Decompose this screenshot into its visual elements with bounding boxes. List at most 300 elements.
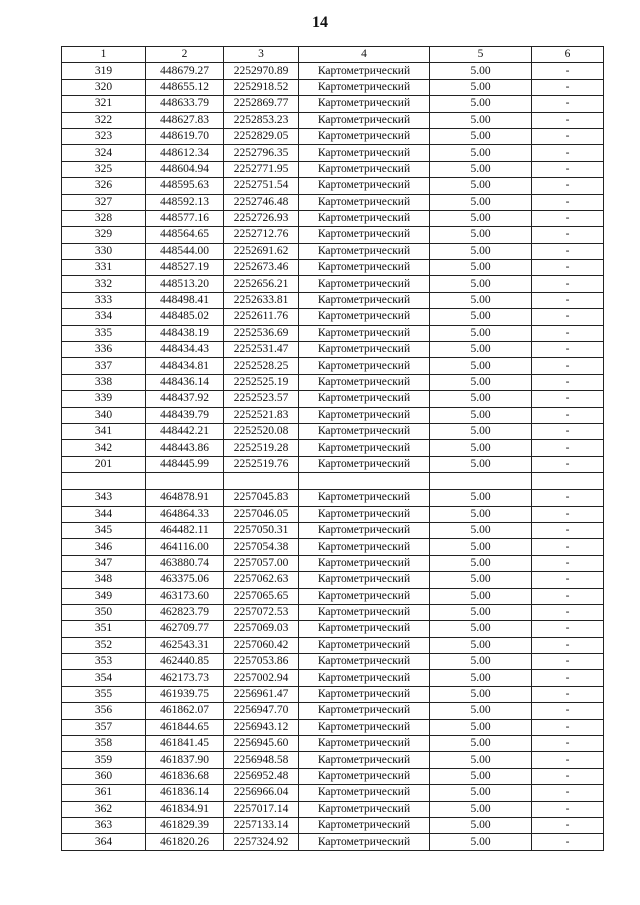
y-coordinate-cell: 2252918.52 — [224, 79, 299, 95]
point-number-cell: 354 — [62, 670, 146, 686]
table-row — [62, 96, 604, 112]
note-cell: - — [532, 227, 604, 243]
column-header: 6 — [532, 47, 604, 63]
accuracy-cell: 5.00 — [430, 588, 532, 604]
y-coordinate-cell: 2252528.25 — [224, 358, 299, 374]
accuracy-cell: 5.00 — [430, 161, 532, 177]
note-cell: - — [532, 834, 604, 850]
y-coordinate-cell: 2252970.89 — [224, 63, 299, 79]
x-coordinate-cell: 461837.90 — [146, 752, 224, 768]
x-coordinate-cell: 448442.21 — [146, 423, 224, 439]
table-row — [62, 588, 604, 604]
accuracy-cell: 5.00 — [430, 309, 532, 325]
x-coordinate-cell: 448655.12 — [146, 79, 224, 95]
note-cell: - — [532, 292, 604, 308]
note-cell: - — [532, 555, 604, 571]
note-cell: - — [532, 243, 604, 259]
y-coordinate-cell: 2252853.23 — [224, 112, 299, 128]
point-number-cell: 337 — [62, 358, 146, 374]
x-coordinate-cell: 463375.06 — [146, 572, 224, 588]
point-number-cell: 359 — [62, 752, 146, 768]
note-cell: - — [532, 752, 604, 768]
accuracy-cell: 5.00 — [430, 260, 532, 276]
method-cell: Картометрический — [299, 801, 430, 817]
column-header: 2 — [146, 47, 224, 63]
x-coordinate-cell: 461820.26 — [146, 834, 224, 850]
note-cell: - — [532, 145, 604, 161]
y-coordinate-cell: 2252633.81 — [224, 292, 299, 308]
x-coordinate-cell: 448577.16 — [146, 210, 224, 226]
table-row — [62, 736, 604, 752]
x-coordinate-cell: 462543.31 — [146, 637, 224, 653]
x-coordinate-cell: 448498.41 — [146, 292, 224, 308]
accuracy-cell: 5.00 — [430, 178, 532, 194]
table-row — [62, 522, 604, 538]
note-cell: - — [532, 588, 604, 604]
note-cell: - — [532, 719, 604, 735]
accuracy-cell: 5.00 — [430, 423, 532, 439]
accuracy-cell: 5.00 — [430, 719, 532, 735]
table-row — [62, 276, 604, 292]
point-number-cell: 350 — [62, 604, 146, 620]
note-cell: - — [532, 128, 604, 144]
accuracy-cell: 5.00 — [430, 522, 532, 538]
header-row — [62, 47, 604, 63]
method-cell: Картометрический — [299, 210, 430, 226]
table-row — [62, 703, 604, 719]
y-coordinate-cell: 2256943.12 — [224, 719, 299, 735]
method-cell: Картометрический — [299, 407, 430, 423]
y-coordinate-cell: 2252673.46 — [224, 260, 299, 276]
x-coordinate-cell: 461834.91 — [146, 801, 224, 817]
note-cell: - — [532, 178, 604, 194]
point-number-cell: 344 — [62, 506, 146, 522]
table-row — [62, 817, 604, 833]
method-cell: Картометрический — [299, 178, 430, 194]
y-coordinate-cell: 2256947.70 — [224, 703, 299, 719]
note-cell: - — [532, 342, 604, 358]
x-coordinate-cell: 448438.19 — [146, 325, 224, 341]
point-number-cell: 329 — [62, 227, 146, 243]
x-coordinate-cell: 448436.14 — [146, 374, 224, 390]
x-coordinate-cell: 448434.43 — [146, 342, 224, 358]
method-cell: Картометрический — [299, 637, 430, 653]
accuracy-cell: 5.00 — [430, 407, 532, 423]
note-cell: - — [532, 522, 604, 538]
note-cell: - — [532, 785, 604, 801]
note-cell: - — [532, 801, 604, 817]
point-number-cell: 324 — [62, 145, 146, 161]
method-cell: Картометрический — [299, 96, 430, 112]
y-coordinate-cell: 2252536.69 — [224, 325, 299, 341]
y-coordinate-cell: 2252829.05 — [224, 128, 299, 144]
table-row — [62, 342, 604, 358]
note-cell: - — [532, 63, 604, 79]
x-coordinate-cell: 448604.94 — [146, 161, 224, 177]
point-number-cell: 364 — [62, 834, 146, 850]
table-row — [62, 309, 604, 325]
note-cell: - — [532, 325, 604, 341]
point-number-cell — [62, 473, 146, 490]
method-cell: Картометрический — [299, 719, 430, 735]
x-coordinate-cell: 461939.75 — [146, 686, 224, 702]
y-coordinate-cell: 2257069.03 — [224, 621, 299, 637]
table-row — [62, 539, 604, 555]
note-cell: - — [532, 817, 604, 833]
note-cell: - — [532, 276, 604, 292]
table-row — [62, 752, 604, 768]
point-number-cell: 201 — [62, 456, 146, 472]
x-coordinate-cell: 448485.02 — [146, 309, 224, 325]
accuracy-cell: 5.00 — [430, 768, 532, 784]
note-cell: - — [532, 539, 604, 555]
accuracy-cell: 5.00 — [430, 342, 532, 358]
y-coordinate-cell: 2252611.76 — [224, 309, 299, 325]
y-coordinate-cell: 2252691.62 — [224, 243, 299, 259]
x-coordinate-cell: 448619.70 — [146, 128, 224, 144]
y-coordinate-cell: 2256961.47 — [224, 686, 299, 702]
table-row — [62, 112, 604, 128]
method-cell: Картометрический — [299, 161, 430, 177]
x-coordinate-cell: 464482.11 — [146, 522, 224, 538]
note-cell: - — [532, 456, 604, 472]
table-row — [62, 63, 604, 79]
point-number-cell: 331 — [62, 260, 146, 276]
separator-row — [62, 473, 604, 490]
table-row — [62, 161, 604, 177]
table-row — [62, 227, 604, 243]
y-coordinate-cell: 2252746.48 — [224, 194, 299, 210]
note-cell: - — [532, 358, 604, 374]
point-number-cell: 353 — [62, 654, 146, 670]
accuracy-cell: 5.00 — [430, 654, 532, 670]
point-number-cell: 355 — [62, 686, 146, 702]
x-coordinate-cell: 448437.92 — [146, 391, 224, 407]
point-number-cell: 345 — [62, 522, 146, 538]
method-cell — [299, 473, 430, 490]
accuracy-cell: 5.00 — [430, 604, 532, 620]
note-cell: - — [532, 79, 604, 95]
y-coordinate-cell: 2257072.53 — [224, 604, 299, 620]
point-number-cell: 343 — [62, 490, 146, 506]
accuracy-cell: 5.00 — [430, 490, 532, 506]
point-number-cell: 334 — [62, 309, 146, 325]
x-coordinate-cell: 462173.73 — [146, 670, 224, 686]
table-row — [62, 654, 604, 670]
x-coordinate-cell: 448564.65 — [146, 227, 224, 243]
accuracy-cell: 5.00 — [430, 801, 532, 817]
method-cell: Картометрический — [299, 506, 430, 522]
y-coordinate-cell: 2252519.28 — [224, 440, 299, 456]
accuracy-cell: 5.00 — [430, 276, 532, 292]
point-number-cell: 347 — [62, 555, 146, 571]
note-cell: - — [532, 703, 604, 719]
method-cell: Картометрический — [299, 555, 430, 571]
point-number-cell: 357 — [62, 719, 146, 735]
method-cell: Картометрический — [299, 604, 430, 620]
accuracy-cell: 5.00 — [430, 539, 532, 555]
note-cell — [532, 473, 604, 490]
method-cell: Картометрический — [299, 128, 430, 144]
point-number-cell: 319 — [62, 63, 146, 79]
note-cell: - — [532, 686, 604, 702]
y-coordinate-cell: 2257050.31 — [224, 522, 299, 538]
x-coordinate-cell: 448439.79 — [146, 407, 224, 423]
method-cell: Картометрический — [299, 292, 430, 308]
y-coordinate-cell: 2256948.58 — [224, 752, 299, 768]
note-cell: - — [532, 506, 604, 522]
y-coordinate-cell: 2252531.47 — [224, 342, 299, 358]
accuracy-cell: 5.00 — [430, 506, 532, 522]
accuracy-cell: 5.00 — [430, 112, 532, 128]
accuracy-cell — [430, 473, 532, 490]
x-coordinate-cell: 448513.20 — [146, 276, 224, 292]
x-coordinate-cell: 448627.83 — [146, 112, 224, 128]
x-coordinate-cell: 463880.74 — [146, 555, 224, 571]
accuracy-cell: 5.00 — [430, 637, 532, 653]
table-row — [62, 686, 604, 702]
column-header: 5 — [430, 47, 532, 63]
y-coordinate-cell: 2252656.21 — [224, 276, 299, 292]
method-cell: Картометрический — [299, 785, 430, 801]
table-row — [62, 145, 604, 161]
x-coordinate-cell: 448544.00 — [146, 243, 224, 259]
x-coordinate-cell: 448595.63 — [146, 178, 224, 194]
column-header: 1 — [62, 47, 146, 63]
y-coordinate-cell: 2257324.92 — [224, 834, 299, 850]
method-cell: Картометрический — [299, 243, 430, 259]
method-cell: Картометрический — [299, 227, 430, 243]
method-cell: Картометрический — [299, 686, 430, 702]
method-cell: Картометрический — [299, 588, 430, 604]
y-coordinate-cell: 2252712.76 — [224, 227, 299, 243]
point-number-cell: 360 — [62, 768, 146, 784]
method-cell: Картометрический — [299, 703, 430, 719]
x-coordinate-cell: 461844.65 — [146, 719, 224, 735]
method-cell: Картометрический — [299, 342, 430, 358]
note-cell: - — [532, 210, 604, 226]
table-row — [62, 670, 604, 686]
table-row — [62, 374, 604, 390]
method-cell: Картометрический — [299, 145, 430, 161]
note-cell: - — [532, 309, 604, 325]
point-number-cell: 351 — [62, 621, 146, 637]
accuracy-cell: 5.00 — [430, 572, 532, 588]
y-coordinate-cell: 2256945.60 — [224, 736, 299, 752]
y-coordinate-cell: 2257057.00 — [224, 555, 299, 571]
accuracy-cell: 5.00 — [430, 752, 532, 768]
x-coordinate-cell: 462823.79 — [146, 604, 224, 620]
table-row — [62, 243, 604, 259]
method-cell: Картометрический — [299, 736, 430, 752]
accuracy-cell: 5.00 — [430, 703, 532, 719]
accuracy-cell: 5.00 — [430, 555, 532, 571]
table-row — [62, 407, 604, 423]
point-number-cell: 336 — [62, 342, 146, 358]
point-number-cell: 333 — [62, 292, 146, 308]
y-coordinate-cell: 2257002.94 — [224, 670, 299, 686]
y-coordinate-cell: 2257045.83 — [224, 490, 299, 506]
table-row — [62, 604, 604, 620]
method-cell: Картометрический — [299, 440, 430, 456]
table-row — [62, 785, 604, 801]
y-coordinate-cell: 2252796.35 — [224, 145, 299, 161]
x-coordinate-cell: 462709.77 — [146, 621, 224, 637]
y-coordinate-cell: 2257065.65 — [224, 588, 299, 604]
point-number-cell: 352 — [62, 637, 146, 653]
point-number-cell: 356 — [62, 703, 146, 719]
table-row — [62, 79, 604, 95]
method-cell: Картометрический — [299, 112, 430, 128]
point-number-cell: 342 — [62, 440, 146, 456]
method-cell: Картометрический — [299, 572, 430, 588]
y-coordinate-cell: 2252523.57 — [224, 391, 299, 407]
note-cell: - — [532, 194, 604, 210]
y-coordinate-cell: 2252519.76 — [224, 456, 299, 472]
point-number-cell: 340 — [62, 407, 146, 423]
point-number-cell: 320 — [62, 79, 146, 95]
y-coordinate-cell: 2256952.48 — [224, 768, 299, 784]
note-cell: - — [532, 440, 604, 456]
point-number-cell: 358 — [62, 736, 146, 752]
table-row — [62, 834, 604, 850]
table-row — [62, 260, 604, 276]
point-number-cell: 328 — [62, 210, 146, 226]
method-cell: Картометрический — [299, 374, 430, 390]
coordinates-table-body — [62, 47, 604, 851]
x-coordinate-cell: 463173.60 — [146, 588, 224, 604]
note-cell: - — [532, 96, 604, 112]
x-coordinate-cell: 464878.91 — [146, 490, 224, 506]
table-row — [62, 292, 604, 308]
table-row — [62, 572, 604, 588]
method-cell: Картометрический — [299, 768, 430, 784]
accuracy-cell: 5.00 — [430, 736, 532, 752]
accuracy-cell: 5.00 — [430, 227, 532, 243]
y-coordinate-cell: 2252520.08 — [224, 423, 299, 439]
table-row — [62, 178, 604, 194]
method-cell: Картометрический — [299, 358, 430, 374]
column-header: 4 — [299, 47, 430, 63]
point-number-cell: 346 — [62, 539, 146, 555]
method-cell: Картометрический — [299, 456, 430, 472]
note-cell: - — [532, 161, 604, 177]
method-cell: Картометрический — [299, 752, 430, 768]
accuracy-cell: 5.00 — [430, 358, 532, 374]
note-cell: - — [532, 423, 604, 439]
coordinates-table — [61, 46, 604, 851]
method-cell: Картометрический — [299, 654, 430, 670]
y-coordinate-cell: 2257062.63 — [224, 572, 299, 588]
method-cell: Картометрический — [299, 79, 430, 95]
accuracy-cell: 5.00 — [430, 96, 532, 112]
table-row — [62, 801, 604, 817]
x-coordinate-cell — [146, 473, 224, 490]
method-cell: Картометрический — [299, 817, 430, 833]
method-cell: Картометрический — [299, 834, 430, 850]
method-cell: Картометрический — [299, 63, 430, 79]
point-number-cell: 332 — [62, 276, 146, 292]
method-cell: Картометрический — [299, 325, 430, 341]
note-cell: - — [532, 112, 604, 128]
accuracy-cell: 5.00 — [430, 686, 532, 702]
accuracy-cell: 5.00 — [430, 456, 532, 472]
accuracy-cell: 5.00 — [430, 128, 532, 144]
table-row — [62, 719, 604, 735]
y-coordinate-cell: 2252525.19 — [224, 374, 299, 390]
point-number-cell: 349 — [62, 588, 146, 604]
note-cell: - — [532, 654, 604, 670]
table-row — [62, 621, 604, 637]
y-coordinate-cell: 2252751.54 — [224, 178, 299, 194]
column-header: 3 — [224, 47, 299, 63]
y-coordinate-cell: 2252726.93 — [224, 210, 299, 226]
table-row — [62, 637, 604, 653]
note-cell: - — [532, 637, 604, 653]
note-cell: - — [532, 621, 604, 637]
point-number-cell: 341 — [62, 423, 146, 439]
note-cell: - — [532, 374, 604, 390]
method-cell: Картометрический — [299, 423, 430, 439]
y-coordinate-cell: 2257133.14 — [224, 817, 299, 833]
table-row — [62, 506, 604, 522]
table-row — [62, 555, 604, 571]
note-cell: - — [532, 490, 604, 506]
point-number-cell: 330 — [62, 243, 146, 259]
table-row — [62, 391, 604, 407]
x-coordinate-cell: 464116.00 — [146, 539, 224, 555]
accuracy-cell: 5.00 — [430, 785, 532, 801]
point-number-cell: 338 — [62, 374, 146, 390]
x-coordinate-cell: 448434.81 — [146, 358, 224, 374]
table-row — [62, 358, 604, 374]
point-number-cell: 363 — [62, 817, 146, 833]
point-number-cell: 325 — [62, 161, 146, 177]
method-cell: Картометрический — [299, 260, 430, 276]
point-number-cell: 339 — [62, 391, 146, 407]
table-row — [62, 194, 604, 210]
y-coordinate-cell: 2257053.86 — [224, 654, 299, 670]
y-coordinate-cell: 2257017.14 — [224, 801, 299, 817]
method-cell: Картометрический — [299, 490, 430, 506]
accuracy-cell: 5.00 — [430, 63, 532, 79]
x-coordinate-cell: 448633.79 — [146, 96, 224, 112]
method-cell: Картометрический — [299, 621, 430, 637]
accuracy-cell: 5.00 — [430, 79, 532, 95]
note-cell: - — [532, 670, 604, 686]
x-coordinate-cell: 448527.19 — [146, 260, 224, 276]
x-coordinate-cell: 464864.33 — [146, 506, 224, 522]
y-coordinate-cell: 2252521.83 — [224, 407, 299, 423]
accuracy-cell: 5.00 — [430, 210, 532, 226]
method-cell: Картометрический — [299, 539, 430, 555]
accuracy-cell: 5.00 — [430, 440, 532, 456]
accuracy-cell: 5.00 — [430, 834, 532, 850]
note-cell: - — [532, 572, 604, 588]
y-coordinate-cell: 2257060.42 — [224, 637, 299, 653]
x-coordinate-cell: 461829.39 — [146, 817, 224, 833]
x-coordinate-cell: 448592.13 — [146, 194, 224, 210]
method-cell: Картометрический — [299, 522, 430, 538]
table-row — [62, 325, 604, 341]
method-cell: Картометрический — [299, 391, 430, 407]
x-coordinate-cell: 462440.85 — [146, 654, 224, 670]
note-cell: - — [532, 768, 604, 784]
point-number-cell: 327 — [62, 194, 146, 210]
x-coordinate-cell: 461862.07 — [146, 703, 224, 719]
accuracy-cell: 5.00 — [430, 374, 532, 390]
point-number-cell: 335 — [62, 325, 146, 341]
